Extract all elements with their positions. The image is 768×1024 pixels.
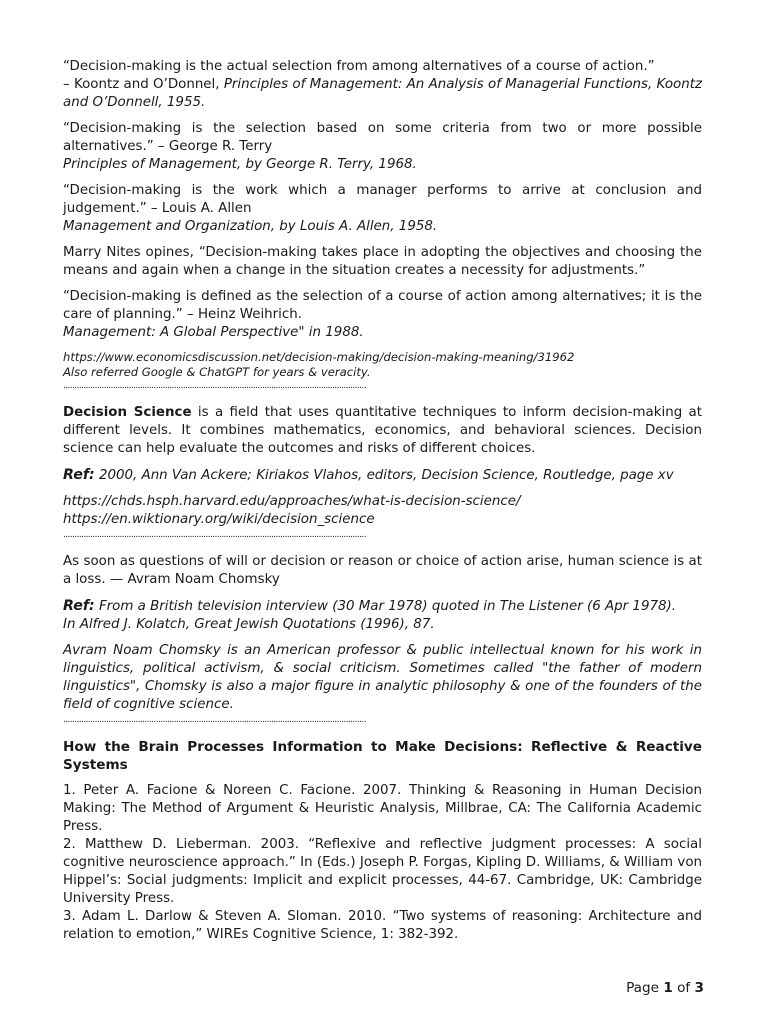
quote-text: “Decision-making is the work which a manager performs to arrive at conclusion and judgement.” – Louis A. Allen — [63, 183, 702, 216]
quote-koontz — [63, 58, 702, 112]
source-note: Also referred Google & ChatGPT for years & veracity. — [63, 365, 371, 379]
quote-source: Management: A Global Perspective" in 1988. — [63, 325, 364, 340]
of-word: of — [672, 980, 695, 996]
ref-label: Ref: — [63, 467, 95, 483]
chomsky-ref — [63, 597, 702, 634]
ref-label: Ref: — [63, 598, 95, 614]
decision-science-term: Decision Science — [63, 405, 192, 420]
quote-terry — [63, 120, 702, 174]
dotted-separator: ...................................................................................................................................... — [63, 530, 366, 540]
quote-weihrich — [63, 288, 702, 342]
decision-science-ref — [63, 466, 702, 485]
dotted-separator: ...................................................................................................................................... — [63, 381, 366, 391]
decision-science-text: is a field that uses quantitative techniques to inform decision-making at different levels. It combines mathematics, economics, and behavioral sciences. Decision science can help evaluate the outcomes and risks of different choices. — [63, 405, 702, 456]
quote-source: Principles of Management, by George R. Terry, 1968. — [63, 157, 417, 172]
brain-ref-1: 1. Peter A. Facione & Noreen C. Facione. 2007. Thinking & Reasoning in Human Decision Making: The Method of Argument & Heuristic Analysis, Millbrae, CA: The California Academic Press. — [63, 783, 702, 834]
chomsky-quote: As soon as questions of will or decision or reason or choice of action arise, human science is at a loss. — Avram Noam Chomsky — [63, 554, 702, 587]
page-footer — [626, 980, 704, 996]
ref-line-2: In Alfred J. Kolatch, Great Jewish Quotations (1996), 87. — [63, 617, 435, 632]
chomsky-bio: Avram Noam Chomsky is an American professor & public intellectual known for his work in linguistics, political activism, & social criticism. Sometimes called "the father of modern linguistics", Chomsky is also a major figure in analytic philosophy & one of the founders of the field of cognitive science. — [63, 643, 702, 712]
brain-ref-2: 2. Matthew D. Lieberman. 2003. “Reflexive and reflective judgment processes: A social cognitive neuroscience approach.” In (Eds.) Joseph P. Forgas, Kipling D. Williams, & William von Hippel’s: Social judgments: Implicit and explicit processes, 44-67. Cambridge, UK: Cambridge University Press. — [63, 837, 702, 906]
link-harvard[interactable]: https://chds.hsph.harvard.edu/approaches/what-is-decision-science/ — [63, 494, 521, 509]
brain-ref-3: 3. Adam L. Darlow & Steven A. Sloman. 2010. “Two systems of reasoning: Architecture and relation to emotion,” WIREs Cognitive Science, 1: 382-392. — [63, 909, 702, 942]
quote-author: – Koontz and O’Donnel, — [63, 77, 224, 92]
source-link[interactable]: https://www.economicsdiscussion.net/decision-making/decision-making-meaning/31962 — [63, 350, 575, 364]
page-word: Page — [626, 980, 664, 996]
current-page: 1 — [663, 980, 673, 996]
ref-line-1: From a British television interview (30 Mar 1978) quoted in The Listener (6 Apr 1978). — [94, 599, 676, 614]
quote-text: “Decision-making is the actual selection from among alternatives of a course of action.” — [63, 59, 655, 74]
brain-heading: How the Brain Processes Information to Make Decisions: Reflective & Reactive Systems — [63, 739, 702, 773]
quote-nites: Marry Nites opines, “Decision-making takes place in adopting the objectives and choosing the means and again when a change in the situation creates a necessity for adjustments.” — [63, 245, 702, 278]
link-wiktionary[interactable]: https://en.wiktionary.org/wiki/decision_science — [63, 512, 375, 527]
quote-text: “Decision-making is defined as the selection of a course of action among alternatives; it is the care of planning.” – Heinz Weihrich. — [63, 289, 702, 322]
ref-text: 2000, Ann Van Ackere; Kiriakos Vlahos, editors, Decision Science, Routledge, page xv — [94, 468, 674, 483]
dotted-separator: ...................................................................................................................................... — [63, 715, 366, 725]
quote-source: Principles of Management: An Analysis of Managerial Functions, Koontz and O’Donnell, 1955. — [63, 77, 703, 110]
decision-science-links — [63, 493, 702, 529]
quote-allen — [63, 182, 702, 236]
sources-block — [63, 350, 702, 380]
document-page — [63, 58, 702, 944]
quote-text: “Decision-making is the selection based on some criteria from two or more possible alternatives.” – George R. Terry — [63, 121, 702, 154]
decision-science-paragraph — [63, 404, 702, 458]
total-pages: 3 — [694, 980, 704, 996]
quote-source: Management and Organization, by Louis A. Allen, 1958. — [63, 219, 438, 234]
